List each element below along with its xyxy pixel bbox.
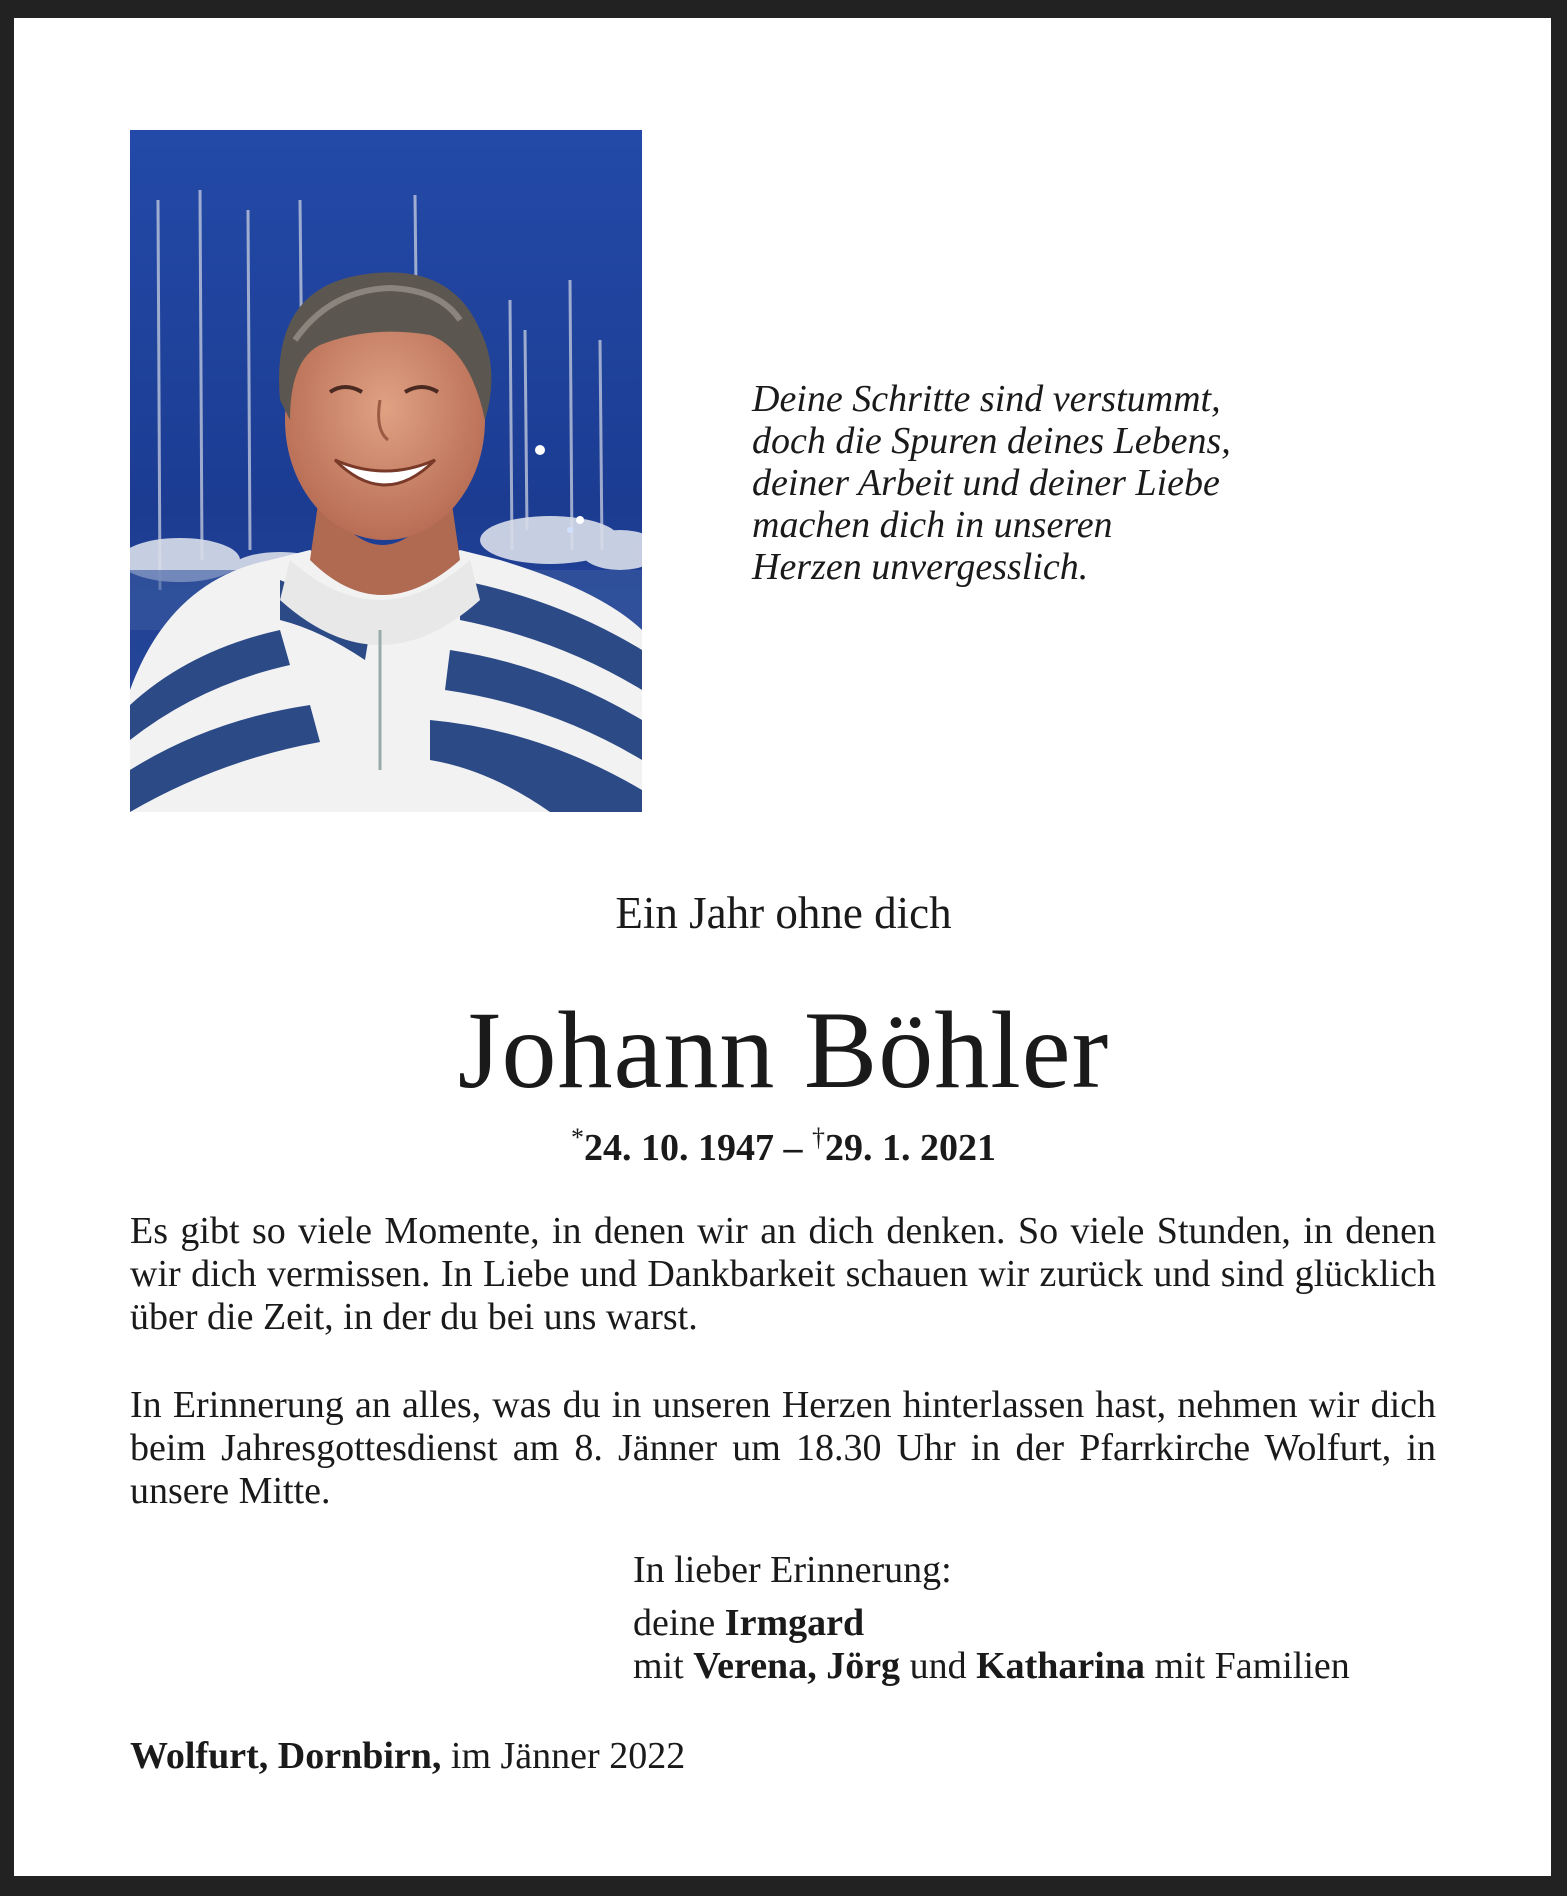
mourner-name: Katharina xyxy=(976,1645,1145,1687)
mourner-names: Verena, Jörg xyxy=(693,1645,901,1687)
deceased-name: Johann Böhler xyxy=(457,989,1110,1111)
birth-date: 24. 10. 1947 xyxy=(584,1127,774,1169)
subtitle: Ein Jahr ohne dich xyxy=(615,888,952,938)
footer-places: Wolfurt, Dornbirn, xyxy=(130,1735,442,1777)
death-date: 29. 1. 2021 xyxy=(825,1127,996,1169)
footer-date: im Jänner 2022 xyxy=(441,1735,686,1777)
service-paragraph: In Erinnerung an alles, was du in unseren Herzen hinterlassen hast, nehmen wir dich beim Jahresgottesdienst am 8. Jänner um 18.30 Uhr in der Pfarrkirche Wolfurt, in unsere Mitte. xyxy=(130,1384,1436,1512)
poem-line: doch die Spuren deines Lebens, xyxy=(752,420,1231,462)
closing-suffix: mit Familien xyxy=(1144,1645,1350,1687)
closing-connector: und xyxy=(900,1645,977,1687)
birth-symbol: * xyxy=(571,1123,584,1152)
death-symbol: † xyxy=(812,1123,825,1152)
mourner-name: Irmgard xyxy=(724,1602,865,1644)
poem-line: Herzen unvergesslich. xyxy=(752,546,1089,588)
closing-intro: In lieber Erinnerung: xyxy=(633,1549,952,1591)
poem-line: Deine Schritte sind verstummt, xyxy=(752,378,1221,420)
poem-line: deiner Arbeit und deiner Liebe xyxy=(752,462,1220,504)
poem-line: machen dich in unseren xyxy=(752,504,1113,546)
closing-prefix: mit xyxy=(633,1645,694,1687)
message-paragraph: Es gibt so viele Momente, in denen wir an dich denken. So viele Stunden, in denen wir dich vermissen. In Liebe und Dankbarkeit schauen wir zurück und sind glücklich über die Zeit, in der du bei uns warst. xyxy=(130,1210,1436,1338)
portrait-photo xyxy=(130,130,642,812)
memorial-poem xyxy=(752,378,1372,588)
date-separator: – xyxy=(774,1127,812,1169)
closing-line-1 xyxy=(633,1602,1350,1645)
closing-prefix: deine xyxy=(633,1602,725,1644)
life-dates xyxy=(0,1115,1567,1171)
closing-signature xyxy=(633,1549,1350,1688)
closing-line-2 xyxy=(633,1645,1350,1688)
place-date-footer xyxy=(130,1735,685,1778)
